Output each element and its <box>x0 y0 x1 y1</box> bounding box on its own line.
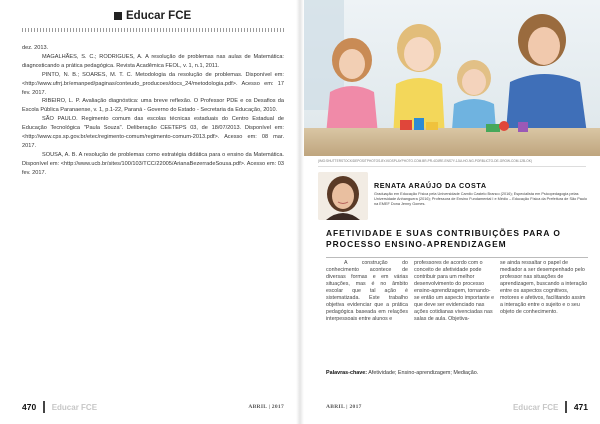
keywords-text: Afetividade; Ensino-aprendizagem; Mediação. <box>368 370 479 376</box>
references-list <box>22 44 284 178</box>
footer-divider <box>43 401 45 413</box>
reference-entry: SÃO PAULO. Regimento comum das escolas técnicas estaduais do Centro Estadual de Educação Tecnológica "Paula Souza". Deliberação CEETEPS 03, de 18/07/2013. Disponível em: <http://www.cps.sp.gov.br/etec/regimento-comum/regimento-comum-2013.pdf>. Acesso em: 08 mar. 2017. <box>22 116 284 149</box>
page-header <box>22 10 284 36</box>
author-name: RENATA ARAÚJO DA COSTA <box>374 181 487 190</box>
dotted-rule <box>22 28 284 32</box>
author-portrait <box>318 172 368 220</box>
page-number: 471 <box>573 402 588 412</box>
page-number: 470 <box>22 402 37 412</box>
spine-gutter <box>296 0 304 424</box>
keywords-label: Palavras-chave: <box>326 370 368 376</box>
author-photo <box>318 172 368 220</box>
right-page <box>304 0 600 424</box>
brand-square-icon <box>114 12 122 20</box>
credit-rule <box>318 166 586 167</box>
header-brand <box>114 10 191 22</box>
reference-entry: PINTO, N. B.; SOARES, M. T. C. Metodologia da resolução de problemas. Disponível em: <http://www.ufrrj.br/emanped/paginas/conteudo_producoes/docs_24/metodologia.pdf>. Acesso em: 17 fev. 2017. <box>22 71 284 96</box>
footer-date: ABRIL | 2017 <box>326 404 362 410</box>
reference-entry: RIBEIRO, L. P. Avaliação diagnóstica: uma breve reflexão. O Professor PDE e os Desafios da Escola Pública Paranaense, v. 1, p.1-22, Paraná - Governo do Estado - Secretaria da Educação, 2010. <box>22 98 284 114</box>
photo-credit: (IMG:SHUTTERSTOCK/DEPOSITPHOTOS-BY-KIDSPLAYPHOTO.COM.BR-PR-4C6RE-ENS7Y-1JULHO-NG-PORBLICTO-DE-GROW-COM-12B-OK) <box>318 159 532 163</box>
keywords <box>326 370 588 376</box>
reference-entry: MAGALHÃES, S. C.; RODRIGUES, A. A resolução de problemas nas aulas de Matemática: diagnosticando a prática pedagógica. Revista Acadêmica FEOL, v. 1, n.1, 2011. <box>22 53 284 69</box>
abstract-column-1: A construção do conhecimento acontece de diversas formas e em várias situações, mas é no âmbito escolar que tal ação é sistematizada. Este trabalho objetiva evidenciar que a prática pedagógica baseada em relações interpessoais entre alunos e <box>326 260 408 323</box>
footer-divider <box>565 401 567 413</box>
classroom-photo <box>304 0 600 156</box>
footer-brand: Educar FCE <box>512 402 559 412</box>
footer-date: ABRIL | 2017 <box>248 404 284 410</box>
reference-entry: SOUSA, A. B. A resolução de problemas como estratégia didática para o ensino da Matemática. Disponível em: <http://www.ucb.br/sites/100/103/TCC/22005/ArianaBezerradeSousa.pdf>. Acesso em: 03 fev. 2017. <box>22 151 284 176</box>
header-brand-text: Educar FCE <box>126 10 192 22</box>
reference-entry: dez. 2013. <box>22 45 49 51</box>
article-title: AFETIVIDADE E SUAS CONTRIBUIÇÕES PARA O PROCESSO ENSINO-APRENDIZAGEM <box>326 228 561 249</box>
title-rule <box>326 257 588 258</box>
footer-brand: Educar FCE <box>51 402 98 412</box>
author-bio: Graduação em Educação Física pela Universidade Camilo Castelo Branco (2016); Especialista em Psicopedagogia pelas Universidade Anhanguera (2016); Professora de Ensino Fundamental I e Médio – Educação Física da Prefeitura de São Paulo na EMEF Dona Jenny Gomes. <box>374 192 587 207</box>
abstract-column-2: professores de acordo com o conceito de afetividade pode contribuir para um melhor desenvolvimento do processo ensino-aprendizagem, tornando-se então um aspecto importante e que deve ser evidenciado nas ações cotidianas vivenciadas nas salas de aula. Objetiva- <box>414 260 495 323</box>
left-footer <box>22 400 284 414</box>
right-footer <box>326 400 588 414</box>
classroom-illustration <box>304 0 600 156</box>
abstract-column-3: se ainda ressaltar o papel de mediador a ser desempenhado pelo professor nas situações de aprendizagem, buscando a interação entre os aspectos cognitivos, motores e afetivos, facilitando assim a interação entre o sujeito e o seu objeto de conhecimento. <box>500 260 588 316</box>
